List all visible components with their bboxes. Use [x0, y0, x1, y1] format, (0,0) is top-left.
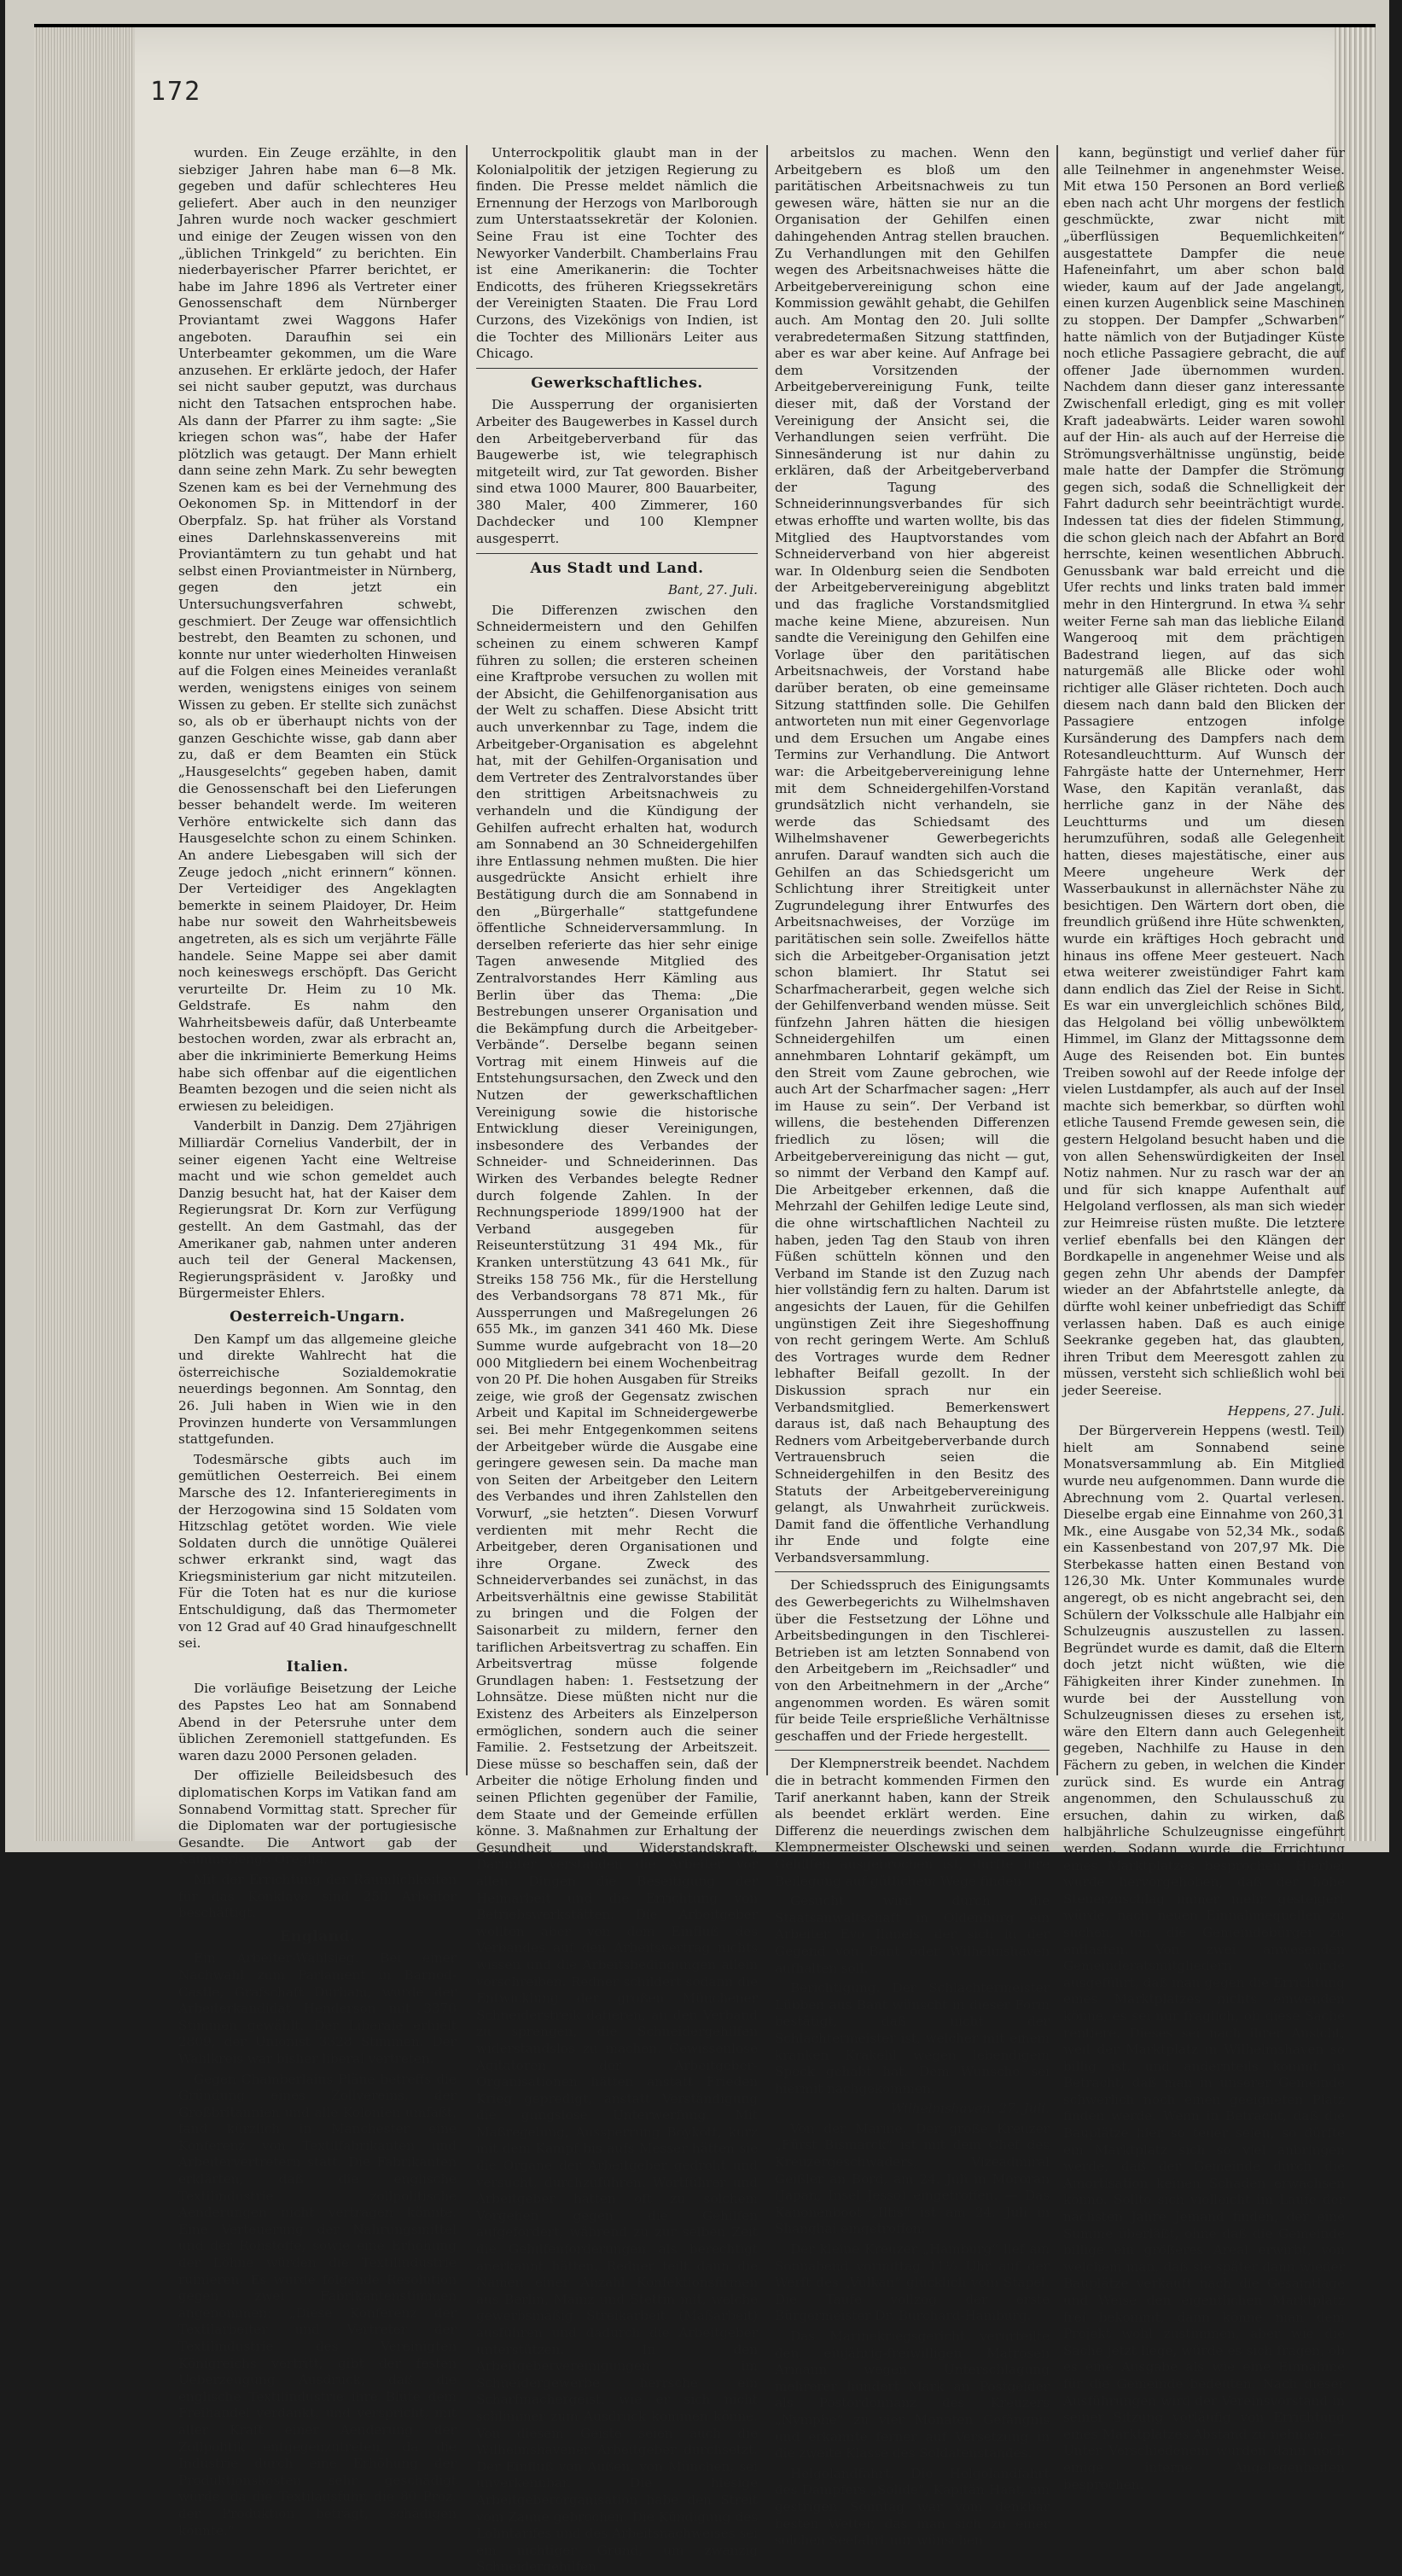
book-binding-edge	[34, 27, 135, 1841]
article-paragraph: Mit der Errichtung der Räumlichkeiten für das Konklave sind 250 Arbeiter beschäftigt.	[178, 1871, 457, 1921]
article-paragraph: Die Aussperrung der organisierten Arbeiter des Baugewerbes in Kassel durch den Arbeitgeberverband für das Baugewerbe ist, wie telegraphisch mitgeteilt wird, zur Tat geworden. Bisher sind etwa 1000 Maurer, 800 Bauarbeiter, 380 Maler, 400 Zimmerer, 160 Dachdecker und 100 Klempner ausgesperrt.	[476, 397, 758, 547]
scan-page	[5, 0, 1389, 2575]
article-paragraph: Der Bürgerverein Heppens (westl. Teil) hielt am Sonnabend seine Monatsversammlung ab. Ein Mitglied wurde neu aufgenommen. Dann wurde die Abrechnung vom 2. Quartal verlesen. Dieselbe ergab eine Einnahme von 260,31 Mk., eine Ausgabe von 52,34 Mk., sodaß ein Kassenbestand von 207,97 Mk. Die Sterbekasse hatten einen Bestand von 126,30 Mk. Unter Kommunales wurde angeregt, ob es nicht angebracht sei, den Schülern der Volksschule alle Halbjahr ein Schulzeugnis auszustellen zu lassen. Begründet wurde es damit, daß die Eltern doch jetzt nicht wüßten, wie die Fähigkeiten ihrer Kinder zunehmen. In wurde bei der Ausstellung von Schulzeugnissen dieses zu ersehen ist, wäre den Eltern dann auch Gelegenheit gegeben, Nachhilfe zu Hause in den Fächern zu geben, in welchen die Kinder zurück sind. Es wurde ein Antrag angenommen, den Schulausschuß zu ersuchen, dahin zu wirken, daß halbjährliche Schulzeugnisse eingeführt werden. Sodann wurde die Errichtung eines Marktplatzes besprochen. Hierbei wurde hervorgehoben, daß der hohe Steuerzuschlag immer mehr gesteigert würde, nach neuen Einnahmequellen zu suchen, um die Gemeindebürger zu entlasten. Von zwei anwesenden Gemeinderatsmitgliedern wurde ausgeführt, daß man gegen die Errichtung eines Marktplatzes nichts einwenden könne, es sei nur fraglich, ob diese Sache rentiere. Dieses sei nach ihrer Ansicht, weil der Marktplatz in Wilhelmshaven so billig ist, und andernteils kommt in Betracht, daß man in unserer Gemeinde schwerlich noch einen geeigneten Platz finden werde. Wenn in Betracht, daß die Bauplätze hier so teuer seien, so dürfte ein Marktplatz sich so viel anbringen werde, daß der Gemeinde durch die Amortisation keinen Schaden erwachsen könne. Sollte sich vielleicht im Laufe der nächsten Jahre Jemand finden, der eine Summe überläßt, ohne daß die Gemeinde billige ein größeres Areal erwirbt, von welchem man, daß sie später dann wieder Bauplätze verkauft nach die Gesamtlage und Weise den eigentlichen Marktplatz frei bekommt, dann könne man dem Projekt wohl zustimmen, aber wie die Sache jetzt liege, würde es sich fragen, ob es eine Ausgabe als wie eine Einnahme für die Gemeinde bedeuten. Nach dieser Ausführungen wird der Vereinsvorstand in seiner Sitzung vorläufig von Errichtung eines Marktplatzes Abstand zu nehmen. — Unter Verschiedenem wurden dann noch einige interne Angelegenheiten besprochen.	[1063, 1423, 1345, 2492]
section-heading: Oesterreich-Ungarn.	[230, 1308, 405, 1326]
article-paragraph: Das Marinekriegsgericht verurteilte den einjährig-freiwilligen Matrosen Armann wegen Unterschlagung mehrerer hundert Mark an Postgelder als Postordonnanz des Kreuzers „Nymphe“ zu vier Monaten Gefängnis und erkannte ferner auf Versetzung in die zweite Klasse des Soldatenstandes.	[775, 2328, 1050, 2462]
article-paragraph: kann, begünstigt und verlief daher für alle Teilnehmer in angenehmster Weise. Mit etwa 150 Personen an Bord verließ eben nach acht Uhr morgens der festlich geschmückte, zwar nicht mit „überflüssigen Bequemlichkeiten“ ausgestattete Dampfer die neue Hafeneinfahrt, um aber schon bald wieder, kaum auf der Jade angelangt, einen kurzen Augenblick seine Maschinen zu stoppen. Der Dampfer „Schwarben“ hatte nämlich von der Butjadinger Küste noch etliche Passagiere gebracht, die auf offener Jade übernommen wurden. Nachdem dann dieser ganz interessante Zwischenfall erledigt, ging es mit voller Kraft jadeabwärts. Leider waren sowohl auf der Hin- als auch auf der Herreise die Strömungsverhältnisse ungünstig, beide male hatte der Dampfer die Strömung gegen sich, sodaß die Schnelligkeit der Fahrt dadurch sehr beeinträchtigt wurde. Indessen tat dies der fidelen Stimmung, die schon gleich nach der Abfahrt an Bord herrschte, keinen wesentlichen Abbruch. Genussbank war bald erreicht und die Ufer rechts und links traten bald immer mehr in den Hintergrund. In etwa ¾ sehr weiter Ferne sah man das liebliche Eiland Wangerooq mit dem prächtigen Badestrand liegen, auf das sich naturgemäß alle Blicke oder wohl richtiger alle Gläser richteten. Doch auch diesem nach dann bald den Blicken der Passagiere entzogen infolge Kursänderung des Dampfers nach dem Rotesandleuchtturm. Auf Wunsch der Fahrgäste hatte der Unternehmer, Herr Wase, den Kapitän veranlaßt, das herrliche ganz in der Nähe des Leuchtturms und um diesen herumzuführen, sodaß alle Gelegenheit hatten, dieses majestätische, einer aus Meere ungeheure Werk der Wasserbaukunst in allernächster Nähe zu besichtigen. Den Wärtern dort oben, die freundlich grüßend ihre Hüte schwenkten, wurde ein kräftiges Hoch gebracht und hinaus ins offene Meer gesteuert. Nach etwa weiterer zweistündiger Fahrt kam dann endlich das Ziel der Reise in Sicht. Es war ein unvergleichlich schönes Bild, das Helgoland bei völlig unbewölktem Himmel, im Glanz der Mittagssonne dem Auge des Reisenden bot. Ein buntes Treiben sowohl auf der Reede infolge der vielen Lustdampfer, als auch auf der Insel machte sich bemerkbar, so dürften wohl etliche Tausend Fremde gewesen sein, die gestern Helgoland besucht haben und die von allen Sehenswürdigkeiten der Insel Notiz nahmen. Nur zu rasch war der an und für sich knappe Aufenthalt auf Helgoland verflossen, als man sich wieder zur Heimreise rüsten mußte. Die letztere verlief ebenfalls bei den Klängen der Bordkapelle in angenehmer Weise und als gegen zehn Uhr abends der Dampfer wieder an der Abfahrtstelle anlegte, da dürfte wohl keiner unbefriedigt das Schiff verlassen haben. Daß es auch einige Seekranke gegeben hat, das glaubten, ihren Tribut dem Meeresgott zahlen zu müssen, versteht sich schließlich wohl bei jeder Seereise.	[1063, 145, 1345, 1398]
article-paragraph: Den Kampf um das allgemeine gleiche und direkte Wahlrecht hat die österreichische Sozialdemokratie neuerdings begonnen. Am Sonntag, den 26. Juli haben in Wien wie in den Provinzen hunderte von Versammlungen stattgefunden.	[178, 1331, 457, 1448]
section-rule	[476, 553, 758, 554]
article-paragraph: Der kleine Kreuzer „Hamburg“ lief am Sonnabend vormittag 11½ Uhr auf der Werft des „Vulkan“ glücklich vom Stapel. Die Taufe vollzog der erste Bürgermeister Dr. Burchard-Hamburg.	[775, 2241, 1050, 2324]
article-paragraph: Berichtigung. Der Schlachtermeister Lübben aus Bant wünscht in dieser Form bestätigt, daß nicht der Schlachtermeister ist, welcher mit einem kranken Krakehl wegen lebendigem Speck gehabt hat. Dem Wunsche sei hiermit nachgekommen.	[775, 1980, 1050, 2096]
dateline: Heppens, 27. Juli.	[1227, 1402, 1345, 1419]
section-rule	[476, 368, 758, 369]
article-paragraph: Ein Arbeiter-Wahlsieg. Bei einer Nachwahl zum Parlament in Barnod-Castle, Grafschaft Durham, wurde der Arbeiterkandidat Henderson mit 3370 Stimmen gewählt. Der Liberale erhielt 2809, der Unionist 3328 Stimmen. Der Wahlkreis war bisher liberal vertreten.	[178, 1950, 457, 2066]
column-divider	[1056, 145, 1058, 1775]
column-3	[775, 145, 1050, 2549]
column-1	[178, 145, 457, 2538]
column-divider	[466, 145, 468, 1775]
column-divider	[766, 145, 768, 1775]
article-paragraph: Todesmärsche gibts auch im gemütlichen Oesterreich. Bei einem Marsche des 12. Infanterieregiments in der Herzogowina sind 15 Soldaten vom Hitzschlag getötet worden. Wie viele Soldaten durch die unnötige Quälerei schwer erkrankt sind, wagt das Kriegsministerium gar nicht mitzuteilen. Für die Toten hat es nur die kuriose Entschuldigung, daß das Thermometer von 12 Grad auf 40 Grad hinaufgeschnellt sei.	[178, 1451, 457, 1652]
article-paragraph: Der Schiedsspruch des Einigungsamts des Gewerbegerichts zu Wilhelmshaven über die Festsetzung der Löhne und Arbeitsbedingungen in den Tischlerei-Betrieben ist am letzten Sonnabend von den Arbeitgebern im „Reichsadler“ und von den Arbeitnehmern in der „Arche“ angenommen worden. Es wären somit für beide Teile ersprießliche Verhältnisse geschaffen und der Friede hergestellt.	[775, 1577, 1050, 1744]
article-paragraph: arbeitslos zu machen. Wenn den Arbeitgebern es bloß um den paritätischen Arbeitsnachweis zu tun gewesen wäre, hätten sie nur an die Organisation der Gehilfen einen dahingehenden Antrag stellen brauchen. Zu Verhandlungen mit den Gehilfen wegen des Arbeitsnachweises hätte die Arbeitgebervereinigung schon eine Kommission gewählt gehabt, die Gehilfen auch. Am Montag den 20. Juli sollte verabredetermaßen Sitzung stattfinden, aber es war aber keine. Auf Anfrage bei dem Vorsitzenden der Arbeitgebervereinigung Funk, teilte dieser mit, daß der Vorstand der Vereinigung der Ansicht sei, die Verhandlungen seien verfrüht. Die Sinnesänderung ist nur dahin zu erklären, daß der Arbeitgeberverband der Tagung des Schneiderinnungsverbandes für sich etwas erhoffte und warten wollte, bis das Mitglied des Hauptvorstandes vom Schneiderverband von hier abgereist war. In Oldenburg seien die Sendboten der Arbeitgebervereinigung abgeblitzt und das fragliche Vorstandsmitglied mache keine Miene, abzureisen. Nun sandte die Vereinigung den Gehilfen eine Vorlage über den paritätischen Arbeitsnachweis, der Vorstand habe darüber beraten, ob eine gemeinsame Sitzung stattfinden solle. Die Gehilfen antworteten nun mit einer Gegenvorlage und dem Ersuchen um Angabe eines Termins zur Verhandlung. Die Antwort war: die Arbeitgebervereinigung lehne mit dem Schneidergehilfen-Vorstand grundsätzlich nicht verhandeln, sie werde das Schiedsamt des Wilhelmshavener Gewerbegerichts anrufen. Darauf wandten sich auch die Gehilfen an das Schiedsgericht um Schlichtung ihrer Streitigkeit unter Zugrundelegung ihrer Entwurfes des Arbeitsnachweises, der Vorzüge im paritätischen sein solle. Zweifellos hätte sich die Arbeitgeber-Organisation jetzt schon blamiert. Ihr Statut sei Scharfmacherarbeit, gegen welche sich der Gehilfenverband wenden müsse. Seit fünfzehn Jahren hätten die hiesigen Schneidergehilfen um einen annehmbaren Lohntarif gekämpft, um den Streit vom Zaune gebrochen, wie auch Art der Scharfmacher sagen: „Herr im Hause zu sein“. Der Verband ist willens, die bestehenden Differenzen friedlich zu lösen; will die Arbeitgebervereinigung das nicht — gut, so nimmt der Verband den Kampf auf. Die Arbeitgeber erkennen, daß die Mehrzahl der Gehilfen ledige Leute sind, die ohne wirtschaftlichen Nachteil zu haben, jeden Tag den Staub von ihren Füßen schütteln können und den Verband im Stande ist den Zuzug nach hier vollständig fern zu halten. Darum ist angesichts der Lauen, für die Gehilfen ungünstigen Zeit ihre Siegeshoffnung von recht geringem Werte. Am Schluß des Vortrages wurde dem Redner lebhafter Beifall gezollt. In der Diskussion sprach nur ein Verbandsmitglied. Bemerkenswert daraus ist, daß nach Behauptung des Redners vom Arbeitgeberverbande durch Vertrauensbruch seien die Schneidergehilfen in den Besitz des Statuts der Arbeitgebervereinigung gelangt, als Unwahrheit zurückweis. Damit fand die öffentliche Verhandlung ihr Ende und folgte eine Verbandsversammlung.	[775, 145, 1050, 1565]
article-paragraph: Der offizielle Beileidsbesuch des diplomatischen Korps im Vatikan fand am Sonnabend Vormittag statt. Sprecher für die Diplomaten war der portugiesische Gesandte. Die Antwort gab der Kammerlengo Oreglia.	[178, 1768, 457, 1868]
column-2	[476, 145, 758, 2575]
section-heading: Italien.	[286, 1658, 349, 1676]
article-paragraph: Gesucht wird durch die Staatsanwaltschaft in Oldenburg ein Arbeiter Evo Ihmels, der sich in der Gegend von Bant oder Wilhelmshaven aufhalten soll.	[775, 1893, 1050, 1976]
section-rule	[775, 1571, 1050, 1572]
article-paragraph: Helgolandfahrt. Die Helgolandfahrt des Dampfers „Solide“, Kapitän Haat, am gestrigen Sonntag war vom denkbar besten Wetter, das man sich zu einer solchen Seefahrt nur wünschen	[775, 2465, 1050, 2549]
page-number: 172	[150, 77, 202, 107]
section-heading: Aus Stadt und Land.	[530, 559, 704, 577]
article-paragraph: Die Differenzen zwischen den Schneidermeistern und den Gehilfen scheinen zu einem schweren Kampf führen zu sollen; die ersteren scheinen eine Kraftprobe versuchen zu wollen mit der Absicht, die Gehilfenorganisation aus der Welt zu schaffen. Diese Absicht tritt auch unverkennbar zu Tage, indem die Arbeitgeber-Organisation es abgelehnt hat, mit der Gehilfen-Organisation und dem Vertreter des Zentralvorstandes über den strittigen Arbeitsnachweis zu verhandeln und die Kündigung der Gehilfen aufrecht erhalten hat, wodurch am Sonnabend an 30 Schneidergehilfen ihre Entlassung nehmen mußten. Die hier ausgedrückte Ansicht erhielt ihre Bestätigung durch die am Sonnabend in den „Bürgerhalle“ stattgefundene öffentliche Schneiderversammlung. In derselben referierte das hier sehr einige Tagen anwesende Mitglied des Zentralvorstandes Herr Kämling aus Berlin über das Thema: „Die Bestrebungen unserer Organisation und die Bekämpfung durch die Arbeitgeber-Verbände“. Derselbe begann seinen Vortrag mit einem Hinweis auf die Entstehungsursachen, den Zweck und den Nutzen der gewerkschaftlichen Vereinigung sowie die historische Entwicklung dieser Vereinigungen, insbesondere des Verbandes der Schneider- und Schneiderinnen. Das Wirken des Verbandes belegte Redner durch folgende Zahlen. In der Rechnungsperiode 1899/1900 hat der Verband ausgegeben für Reiseunterstützung 31 494 Mk., für Kranken unterstützung 43 641 Mk., für Streiks 158 756 Mk., für die Herstellung des Verbandsorgans 78 871 Mk., für Aussperrungen und Maßregelungen 26 655 Mk., im ganzen 341 460 Mk. Diese Summe wurde aufgebracht von 18—20 000 Mitgliedern bei einem Wochenbeitrag von 20 Pf. Die hohen Ausgaben für Streiks zeige, wie groß der Gegensatz zwischen Arbeit und Kapital im Schneidergewerbe sei. Bei mehr Entgegenkommen seitens der Arbeitgeber würde die Ausgabe eine geringere gewesen sein. Da mache man von Seiten der Arbeitgeber den Leitern des Verbandes und ihren Zahlstellen den Vorwurf, „sie hetzten“. Diesen Vorwurf verdienten mit mehr Recht die Arbeitgeber, deren Organisationen und ihre Organe. Zweck des Schneiderverbandes sei zunächst, in das Arbeitsverhältnis eine gewisse Stabilität zu bringen und die Folgen der Saisonarbeit zu mildern, ferner den tariflichen Arbeitsvertrag zu schaffen. Ein Arbeitsvertrag müsse folgende Grundlagen haben: 1. Festsetzung der Lohnsätze. Diese müßten nicht nur die Existenz des Arbeiters als Einzelperson ermöglichen, sondern auch die seiner Familie. 2. Festsetzung der Arbeitszeit. Diese müsse so beschaffen sein, daß der Arbeiter die nötige Erholung finden und seinen Pflichten gegenüber der Familie, dem Staate und der Gemeinde erfüllen könne. 3. Maßnahmen zur Erhaltung der Gesundheit und Widerstandskraft. Darunter verstanden die Arbeiter vor allen Dingen die Beseitigung der Heimarbeit und die Errichtung von Betriebswerkstätten. Die Arbeitgeber wollten aber von dem Einfluß des Verbandes auf den Arbeitsvertrag nichts wissen und die Arbeitsbedingungen allein vorschreiben. Redner schildert sodann die Entwicklung der großen Münchener Schneiderstreik datieren, an den Verband zu sprengen, die Schneidergehilfen widerstandslos zu machen. Gewissenlose Agitatoren der Arbeitgeber-Organisationen hätten anstatt Frieden Krieg gepredigt, anstatt Verständigung die gungslose Unterwerfung. Mit Maßregelung, Aussperrung Boykott, kurz mit dem Kampf bis aufs Messer hätten sie die Organe der Arbeitgeber gedroht und versucht, durchzuführen. Wortführer und Arbeitgeber hätten oft zu solchem Vorgehen gegen die Gehilfen aufgefordert, während zu zur selben Zeit die Gehilfenforderungen als berechtigt anerkannt hätten. Redner teilt dann die Namen einer Anzahl Konfektionsfirmen aus Berlin, Mainz und Stettin mit, welche gewerbsmäßig Streikarbeit (Maßarbeit) ausführen und dadurch die Arbeitgeber unterstützen. In den Arbeitgebervereinigungen im Schneidergewerbe herrsche ein Scharfmachergeist, wie er sich nicht schlimmer zum Ausdruck kommen könne. Von diesem Geiste seien auch die Wilhelmshavener Arbeitgeber durchsetzt. Der Einfluß von Außen, von München, sei unverkennbar. Die hiesige Arbeitgeberorganisation habe den Streit vom Zaune gebrochen. Die Kündigung des Lohntarifes und des Arbeitsnachweises sei ein nichtiger Grund, um zwanzig Schneidergehilfen	[476, 602, 758, 2575]
article-paragraph: Gegen Chamberlains Pläne betreffs die Gründung eines Zollvereins, der Großbritannien und alle Kolonien umfaßt, fand kürzlich in Manchester eine Konferenz von Textilfabrikanten und Arbeitervertretern statt. Die Fabrikanten erklärten, daß die englische Textilindustrie zollpolitische Aenderungen nicht vertragen könnte. Eine Verteuerung der Nahrungsmittel und der Rohstoffe, sowie eine Erhöhung der Löhne würden die Textilindustrie ruinieren. Es wurde folgende Resolution gegen zwei Fabrikantenstimmen angenommen: „Diese Konferenz der Textilarbeiter und Vertreter der Textilindustrie des Vereinigten Königreichs vertritt, gibt der festen Ueberzeugung Ausdruck, daß die englische Textilindustrie ihre Blüte dem Freihandel verdankt, und verspricht, mit aller Kraft einer Aenderung der Zollpolitik entgegenzutreten, da die Industrie durch eine Erhöhung der Produktionskosten sehr geschädigt würde, da die Textilausfuhr, die 80 Proz. der Produktion beträgt, schädigen könnte.“	[178, 2071, 457, 2538]
dateline: Wilhelmshaven, 27. Juli.	[890, 2101, 1050, 2117]
article-paragraph: Der Klempnerstreik beendet. Nachdem die in betracht kommenden Firmen den Tarif anerkannt haben, kann der Streik als beendet erklärt werden. Eine Differenz die neuerdings zwischen dem Klempnermeister Olschewski und seinen Gehilfen ausgebrochen ist, dürfte ihre Beilegung auf gütlichem Wege finden.	[775, 1756, 1050, 1889]
article-paragraph: Von der Marine. Der große Kreuzer „Fürst Bismarck“ ist mit dem Chef des Kreuzergeschwaders, Vizeadmiral Geißler an Bord, am 24. Juli in Mororan (Japan, Insel Jesso) eingetroffen. — Das Kanonenboot „Iltis“ ist am 24. Juli in Shanghai eingetroffen.	[775, 2120, 1050, 2237]
article-paragraph: Die vorläufige Beisetzung der Leiche des Papstes Leo hat am Sonnabend Abend in der Petersruhe unter dem üblichen Zeremoniell stattgefunden. Es waren dazu 2000 Personen geladen.	[178, 1681, 457, 1763]
section-rule	[775, 1750, 1050, 1751]
article-paragraph: wurden. Ein Zeuge erzählte, in den siebziger Jahren habe man 6—8 Mk. gegeben und dafür schlechteres Heu geliefert. Aber auch in den neunziger Jahren wurde noch wacker geschmiert und einige der Zeugen wissen von den „üblichen Trinkgeld“ zu berichten. Ein niederbayerischer Pfarrer berichtet, er habe im Jahre 1896 als Vertreter einer Genossenschaft dem Nürnberger Proviantamt zwei Waggons Hafer angeboten. Daraufhin sei ein Unterbeamter gekommen, um die Ware anzusehen. Er erklärte jedoch, der Hafer sei nicht sauber geputzt, was durchaus nicht den Tatsachen entsprochen habe. Als dann der Pfarrer zu ihm sagte: „Sie kriegen schon was“, habe der Hafer plötzlich was getaugt. Der Mann erhielt dann seine zehn Mark. Zu sehr bewegten Szenen kam es bei der Vernehmung des Oekonomen Sp. in Mittendorf in der Oberpfalz. Sp. hat früher als Vorstand eines Darlehnskassenvereins mit Proviantämtern zu tun gehabt und hat selbst einen Proviantmeister in Nürnberg, gegen den jetzt ein Untersuchungsverfahren schwebt, geschmiert. Der Zeuge war offensichtlich bestrebt, den Beamten zu schonen, und konnte nur unter wiederholten Hinweisen auf die Folgen eines Meineides veranlaßt werden, wenigstens einiges von seinem Wissen zu geben. Er stellte sich zunächst so, als ob er überhaupt nichts von der ganzen Geschichte wisse, gab dann aber zu, daß er dem Beamten ein Stück „Hausgeselchts“ gegeben haben, damit die Genossenschaft bei den Lieferungen besser behandelt werde. Im weiteren Verhöre entwickelte sich dann das Hausgeselchte schon zu einem Schinken. An andere Liebesgaben will sich der Zeuge jedoch „nicht erinnern“ können. Der Verteidiger des Angeklagten bemerkte in seinem Plaidoyer, Dr. Heim habe nur soweit den Wahrheitsbeweis angetreten, als es sich um verjährte Fälle handele. Seine Mappe sei aber damit noch keineswegs erschöpft. Das Gericht verurteilte Dr. Heim zu 10 Mk. Geldstrafe. Es nahm den Wahrheitsbeweis dafür, daß Unterbeamte bestochen worden, zwar als erbracht an, aber die inkriminierte Bemerkung Heims habe sich offenbar auf die eigentlichen Beamten bezogen und die seien nicht als erwiesen zu beleidigen.	[178, 145, 457, 1114]
column-4	[1063, 145, 1345, 2492]
article-paragraph: Unterrockpolitik glaubt man in der Kolonialpolitik der jetzigen Regierung zu finden. Die Presse meldet nämlich die Ernennung der Herzogs von Marlborough zum Unterstaatssekretär der Kolonien. Seine Frau ist eine Tochter des Newyorker Vanderbilt. Chamberlains Frau ist eine Amerikanerin: die Tochter Endicotts, des früheren Kriegssekretärs der Vereinigten Staaten. Die Frau Lord Curzons, des Vizekönigs von Indien, ist die Tochter des Millionärs Leiter aus Chicago.	[476, 145, 758, 362]
article-paragraph: Vanderbilt in Danzig. Dem 27jährigen Milliardär Cornelius Vanderbilt, der in seiner eigenen Yacht eine Weltreise macht und wie schon gemeldet auch Danzig besucht hat, hat der Kaiser dem Regierungsrat Dr. Korn zur Verfügung gestellt. An dem Gastmahl, das der Amerikaner gab, nahmen unter anderen auch teil der General Mackensen, Regierungspräsident v. Jaroßky und Bürgermeister Ehlers.	[178, 1118, 457, 1302]
dateline: Bant, 27. Juli.	[667, 582, 758, 598]
section-heading: England.	[279, 1927, 356, 1945]
section-heading: Gewerkschaftliches.	[531, 374, 703, 392]
